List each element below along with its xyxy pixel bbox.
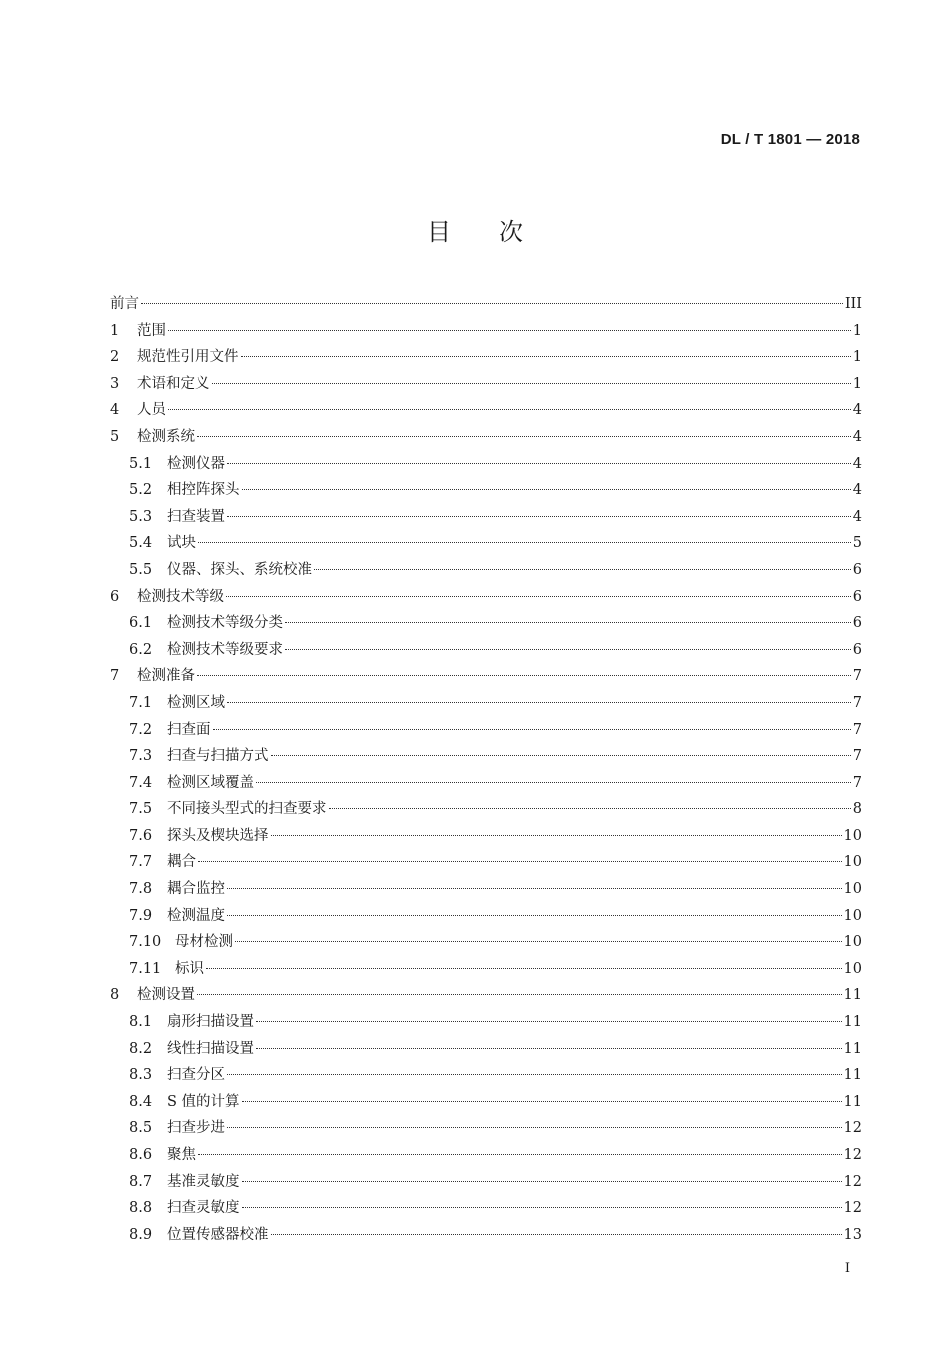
toc-leader-dots xyxy=(271,835,842,836)
toc-entry-page: 11 xyxy=(843,1067,862,1084)
toc-entry-page: 11 xyxy=(843,1040,862,1057)
toc-entry[interactable] xyxy=(110,638,862,665)
toc-entry[interactable] xyxy=(110,558,862,585)
toc-entry-number: 7.6 xyxy=(129,827,153,844)
toc-entry[interactable] xyxy=(110,611,862,638)
toc-entry[interactable] xyxy=(110,1223,862,1250)
toc-entry[interactable] xyxy=(110,1010,862,1037)
toc-entry-label: 扫查与扫描方式 xyxy=(167,748,269,765)
toc-entry-label: 人员 xyxy=(137,402,166,419)
toc-entry-page: 10 xyxy=(843,934,862,951)
toc-entry-number: 8.1 xyxy=(129,1014,153,1031)
toc-entry-label: 扫查分区 xyxy=(167,1067,225,1084)
toc-entry-number: 3 xyxy=(110,375,120,392)
toc-leader-dots xyxy=(197,994,842,995)
toc-entry[interactable] xyxy=(110,850,862,877)
toc-leader-dots xyxy=(198,542,851,543)
toc-entry-number: 7.7 xyxy=(129,854,153,871)
toc-entry-number: 5.1 xyxy=(129,455,153,472)
toc-entry[interactable] xyxy=(110,1170,862,1197)
toc-leader-dots xyxy=(227,702,851,703)
toc-entry-number: 8.8 xyxy=(129,1200,153,1217)
toc-entry-label: 扫查面 xyxy=(167,721,211,738)
toc-entry[interactable] xyxy=(110,398,862,425)
toc-entry-number: 7.9 xyxy=(129,907,153,924)
toc-entry-label: 检测准备 xyxy=(137,668,195,685)
toc-entry-label: 基准灵敏度 xyxy=(167,1173,240,1190)
toc-entry-label: 检测温度 xyxy=(167,907,225,924)
toc-entry-page: 8 xyxy=(852,801,862,818)
toc-leader-dots xyxy=(271,755,851,756)
toc-entry[interactable] xyxy=(110,691,862,718)
toc-entry-number: 5.4 xyxy=(129,535,153,552)
toc-entry-page: 13 xyxy=(843,1226,862,1243)
toc-leader-dots xyxy=(256,1048,842,1049)
toc-leader-dots xyxy=(226,596,851,597)
toc-leader-dots xyxy=(256,782,851,783)
table-of-contents xyxy=(110,292,862,1249)
toc-entry-number: 8 xyxy=(110,987,120,1004)
toc-entry-number: 6.1 xyxy=(129,615,153,632)
toc-entry-number: 6 xyxy=(110,588,120,605)
toc-entry-label: 试块 xyxy=(167,535,196,552)
toc-entry-label: 检测技术等级分类 xyxy=(167,615,283,632)
toc-entry-page: 6 xyxy=(852,641,862,658)
toc-entry-label: 标识 xyxy=(175,960,204,977)
toc-leader-dots xyxy=(285,649,851,650)
toc-leader-dots xyxy=(168,330,851,331)
toc-entry-page: 1 xyxy=(852,322,862,339)
toc-entry[interactable] xyxy=(110,664,862,691)
toc-entry-label: 检测仪器 xyxy=(167,455,225,472)
toc-entry-label: 扫查步进 xyxy=(167,1120,225,1137)
toc-leader-dots xyxy=(242,1101,842,1102)
toc-entry[interactable] xyxy=(110,1143,862,1170)
toc-entry-label: 线性扫描设置 xyxy=(167,1040,254,1057)
toc-entry-number: 7.2 xyxy=(129,721,153,738)
toc-entry-number: 7.4 xyxy=(129,774,153,791)
toc-entry-label: S 值的计算 xyxy=(167,1093,240,1110)
toc-entry-number: 8.9 xyxy=(129,1226,153,1243)
toc-entry-label: 探头及楔块选择 xyxy=(167,827,269,844)
toc-entry[interactable] xyxy=(110,1090,862,1117)
toc-entry-page: 12 xyxy=(843,1120,862,1137)
toc-leader-dots xyxy=(242,489,851,490)
toc-leader-dots xyxy=(197,675,851,676)
toc-leader-dots xyxy=(227,516,851,517)
toc-leader-dots xyxy=(197,436,851,437)
toc-entry-number: 7.8 xyxy=(129,881,153,898)
toc-entry[interactable] xyxy=(110,319,862,346)
toc-leader-dots xyxy=(227,888,842,889)
toc-entry-number: 8.2 xyxy=(129,1040,153,1057)
toc-entry-page: 10 xyxy=(843,881,862,898)
toc-entry-label: 位置传感器校准 xyxy=(167,1226,269,1243)
toc-entry-page: 4 xyxy=(852,402,862,419)
toc-leader-dots xyxy=(168,409,851,410)
toc-leader-dots xyxy=(198,1154,842,1155)
toc-entry-number: 4 xyxy=(110,402,120,419)
toc-entry[interactable] xyxy=(110,877,862,904)
toc-leader-dots xyxy=(213,729,851,730)
toc-entry-label: 检测系统 xyxy=(137,428,195,445)
toc-entry-label: 扫查灵敏度 xyxy=(167,1200,240,1217)
toc-entry-page: 7 xyxy=(852,748,862,765)
toc-leader-dots xyxy=(329,808,851,809)
toc-entry-label: 术语和定义 xyxy=(137,375,210,392)
toc-entry-label: 检测区域 xyxy=(167,694,225,711)
toc-entry-page: 5 xyxy=(852,535,862,552)
toc-entry[interactable] xyxy=(110,372,862,399)
toc-entry-page: 7 xyxy=(852,668,862,685)
toc-leader-dots xyxy=(285,622,851,623)
toc-entry[interactable] xyxy=(110,505,862,532)
toc-entry[interactable] xyxy=(110,531,862,558)
toc-entry-page: 7 xyxy=(852,721,862,738)
toc-leader-dots xyxy=(242,1181,842,1182)
toc-entry[interactable] xyxy=(110,904,862,931)
toc-entry-number: 7.3 xyxy=(129,748,153,765)
toc-entry-page: 6 xyxy=(852,561,862,578)
toc-entry[interactable] xyxy=(110,744,862,771)
toc-leader-dots xyxy=(241,356,851,357)
toc-leader-dots xyxy=(235,941,842,942)
toc-entry-label: 检测技术等级要求 xyxy=(167,641,283,658)
toc-leader-dots xyxy=(242,1207,842,1208)
toc-entry[interactable] xyxy=(110,1037,862,1064)
toc-entry-label: 扇形扫描设置 xyxy=(167,1014,254,1031)
toc-entry[interactable] xyxy=(110,292,862,319)
toc-entry-label: 检测设置 xyxy=(137,987,195,1004)
toc-leader-dots xyxy=(198,861,842,862)
toc-entry-page: 11 xyxy=(843,987,862,1004)
toc-entry[interactable] xyxy=(110,452,862,479)
toc-entry-page: 4 xyxy=(852,482,862,499)
toc-entry[interactable] xyxy=(110,345,862,372)
toc-entry-label: 聚焦 xyxy=(167,1147,196,1163)
toc-entry[interactable] xyxy=(110,1063,862,1090)
page-title: 目次 xyxy=(427,218,571,246)
toc-entry[interactable] xyxy=(110,797,862,824)
page-number: I xyxy=(844,1261,850,1276)
toc-entry[interactable] xyxy=(110,425,862,452)
toc-entry[interactable] xyxy=(110,957,862,984)
toc-entry-page: 12 xyxy=(843,1200,862,1217)
toc-entry[interactable] xyxy=(110,478,862,505)
toc-leader-dots xyxy=(227,463,851,464)
toc-entry-number: 7.11 xyxy=(129,960,162,977)
toc-entry-page: 12 xyxy=(843,1147,862,1163)
toc-entry-label: 范围 xyxy=(137,322,166,339)
toc-entry-number: 8.6 xyxy=(129,1147,153,1163)
toc-entry-number: 7.5 xyxy=(129,801,153,818)
toc-entry-page: 6 xyxy=(852,588,862,605)
toc-entry-page: 4 xyxy=(852,455,862,472)
toc-entry-page: 12 xyxy=(843,1173,862,1190)
toc-entry-page: 10 xyxy=(843,907,862,924)
toc-entry[interactable] xyxy=(110,824,862,851)
toc-entry-label: 前言 xyxy=(110,296,139,312)
toc-entry-label: 检测区域覆盖 xyxy=(167,774,254,791)
toc-entry[interactable] xyxy=(110,1196,862,1223)
toc-entry[interactable] xyxy=(110,930,862,957)
toc-entry-number: 8.5 xyxy=(129,1120,153,1137)
toc-entry-page: 10 xyxy=(843,827,862,844)
toc-entry[interactable] xyxy=(110,718,862,745)
toc-entry-label: 仪器、探头、系统校准 xyxy=(167,561,312,578)
toc-entry-page: 1 xyxy=(852,349,862,366)
toc-entry-number: 5 xyxy=(110,428,120,445)
toc-entry-number: 7.10 xyxy=(129,934,162,951)
toc-entry-label: 不同接头型式的扫查要求 xyxy=(167,801,327,818)
toc-entry-label: 检测技术等级 xyxy=(137,588,224,605)
toc-entry[interactable] xyxy=(110,1116,862,1143)
toc-entry-label: 相控阵探头 xyxy=(167,482,240,499)
toc-entry-number: 8.4 xyxy=(129,1093,153,1110)
toc-leader-dots xyxy=(227,1074,842,1075)
toc-entry-number: 5.5 xyxy=(129,561,153,578)
toc-entry-label: 耦合 xyxy=(167,854,196,871)
toc-entry-page: 4 xyxy=(852,428,862,445)
toc-entry-number: 6.2 xyxy=(129,641,153,658)
toc-entry-page: 7 xyxy=(852,694,862,711)
toc-entry-label: 耦合监控 xyxy=(167,881,225,898)
toc-entry-number: 5.2 xyxy=(129,482,153,499)
toc-entry-page: 10 xyxy=(843,960,862,977)
toc-leader-dots xyxy=(271,1234,842,1235)
toc-leader-dots xyxy=(212,383,851,384)
standard-code: DL / T 1801 — 2018 xyxy=(720,131,860,148)
toc-leader-dots xyxy=(256,1021,842,1022)
toc-leader-dots xyxy=(227,1127,842,1128)
toc-entry-number: 1 xyxy=(110,322,120,339)
toc-entry-number: 5.3 xyxy=(129,508,153,525)
toc-entry[interactable] xyxy=(110,585,862,612)
toc-entry-page: 4 xyxy=(852,508,862,525)
toc-entry-number: 2 xyxy=(110,349,120,366)
toc-entry-page: III xyxy=(844,296,862,312)
toc-entry-page: 7 xyxy=(852,774,862,791)
toc-entry-number: 8.7 xyxy=(129,1173,153,1190)
toc-entry-number: 7 xyxy=(110,668,120,685)
toc-entry-page: 10 xyxy=(843,854,862,871)
toc-entry[interactable] xyxy=(110,771,862,798)
toc-entry[interactable] xyxy=(110,983,862,1010)
toc-entry-number: 8.3 xyxy=(129,1067,153,1084)
toc-entry-page: 11 xyxy=(843,1014,862,1031)
toc-leader-dots xyxy=(227,915,842,916)
toc-entry-label: 规范性引用文件 xyxy=(137,349,239,366)
toc-entry-number: 7.1 xyxy=(129,694,153,711)
toc-leader-dots xyxy=(141,303,843,304)
toc-entry-page: 11 xyxy=(843,1093,862,1110)
toc-entry-page: 6 xyxy=(852,615,862,632)
toc-entry-label: 扫查装置 xyxy=(167,508,225,525)
toc-leader-dots xyxy=(206,968,842,969)
toc-leader-dots xyxy=(314,569,851,570)
toc-entry-page: 1 xyxy=(852,375,862,392)
toc-entry-label: 母材检测 xyxy=(175,934,233,951)
